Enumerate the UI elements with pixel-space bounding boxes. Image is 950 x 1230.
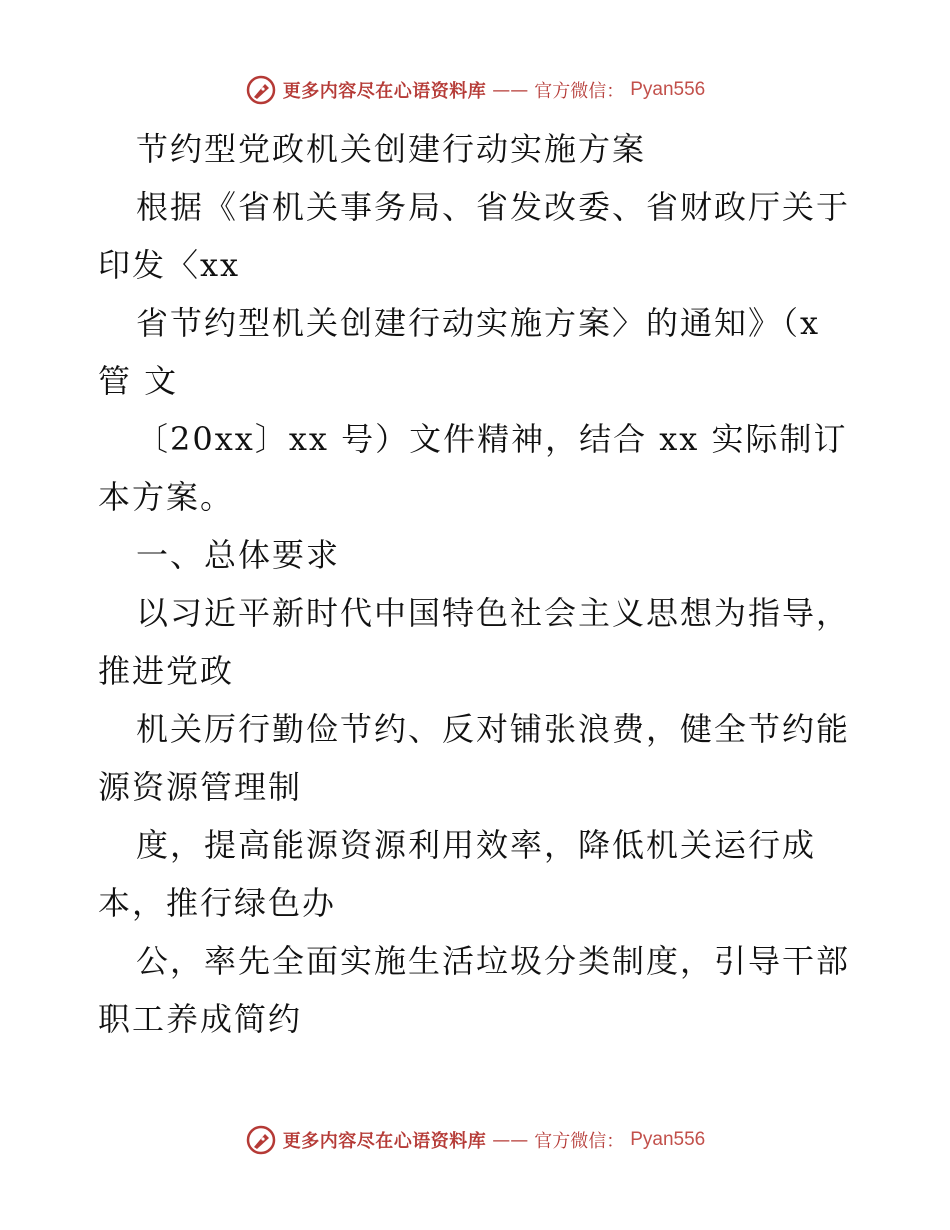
paragraph-line: 根据《省机关事务局、省发改委、省财政厅关于 [136, 188, 851, 226]
pen-nib-logo-icon [245, 74, 277, 106]
paragraph-line: 源资源管理制 [98, 768, 303, 806]
paragraph-line: 〔20xx〕xx 号）文件精神，结合 xx 实际制订 [136, 420, 848, 458]
paragraph-line: 以习近平新时代中国特色社会主义思想为指导， [136, 594, 851, 632]
banner-wechat-label: 官方微信： [534, 81, 625, 102]
banner-text: 更多内容尽在心语资料库 [282, 1131, 487, 1152]
paragraph-line: 本方案。 [98, 478, 235, 516]
paragraph-line: 印发〈xx [98, 246, 241, 284]
header-watermark-banner [0, 70, 950, 110]
document-body [98, 120, 858, 1048]
footer-watermark-banner [0, 1120, 950, 1160]
section-heading: 一、总体要求 [136, 536, 341, 574]
pen-nib-logo-icon [245, 1124, 277, 1156]
banner-wechat-id: Pyan556 [630, 79, 706, 100]
banner-wechat-id: Pyan556 [630, 1129, 706, 1150]
paragraph-line: 职工养成简约 [98, 1000, 303, 1038]
banner-text: 更多内容尽在心语资料库 [282, 81, 487, 102]
paragraph-line: 省节约型机关创建行动实施方案〉的通知》（x [136, 304, 821, 342]
paragraph-line: 本，推行绿色办 [98, 884, 337, 922]
paragraph-line: 机关厉行勤俭节约、反对铺张浪费，健全节约能 [136, 710, 851, 748]
banner-dash: —— [492, 1129, 529, 1151]
document-title: 节约型党政机关创建行动实施方案 [136, 130, 647, 168]
banner-dash: —— [492, 79, 529, 101]
paragraph-line: 管 文 [98, 362, 179, 400]
paragraph-line: 公，率先全面实施生活垃圾分类制度，引导干部 [136, 942, 851, 980]
paragraph-line: 推进党政 [98, 652, 235, 690]
paragraph-line: 度，提高能源资源利用效率，降低机关运行成 [136, 826, 817, 864]
banner-wechat-label: 官方微信： [534, 1131, 625, 1152]
